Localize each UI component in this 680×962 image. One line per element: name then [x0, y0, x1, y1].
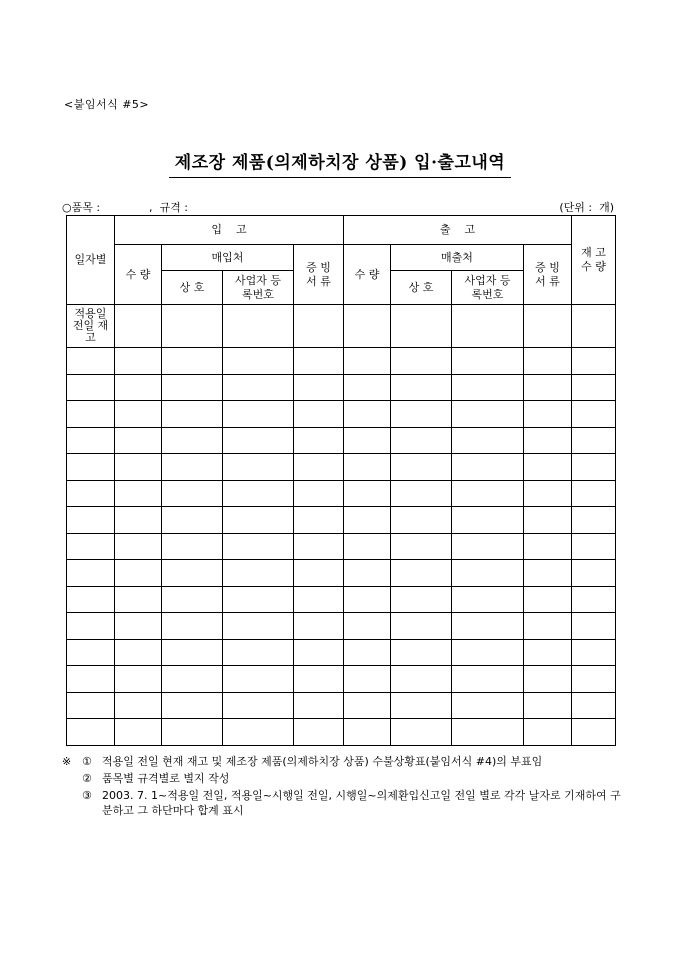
table-cell — [344, 348, 391, 375]
table-cell — [115, 480, 162, 507]
table-cell — [67, 560, 115, 587]
table-cell — [294, 305, 344, 348]
table-cell — [162, 586, 223, 613]
table-cell — [524, 507, 572, 534]
in-biz-reg-header: 사업자 등록번호 — [223, 271, 294, 305]
table-cell — [67, 507, 115, 534]
table-cell — [452, 666, 524, 693]
table-cell — [524, 480, 572, 507]
table-cell — [162, 305, 223, 348]
table-cell — [344, 374, 391, 401]
title-wrap — [0, 148, 680, 178]
table-cell — [115, 533, 162, 560]
table-cell — [67, 374, 115, 401]
table-row — [67, 586, 616, 613]
table-cell — [115, 692, 162, 719]
table-cell — [223, 639, 294, 666]
table-cell — [344, 427, 391, 454]
table-cell — [344, 533, 391, 560]
table-cell — [572, 454, 616, 481]
note-mark: ※ — [62, 755, 72, 768]
table-cell — [572, 401, 616, 428]
table-cell — [223, 692, 294, 719]
table-cell — [223, 480, 294, 507]
table-cell — [391, 305, 452, 348]
table-cell — [294, 613, 344, 640]
table-cell — [67, 480, 115, 507]
table-cell — [452, 507, 524, 534]
table-cell — [162, 533, 223, 560]
table-cell — [524, 719, 572, 746]
table-cell — [67, 454, 115, 481]
table-cell — [294, 533, 344, 560]
opening-stock-label: 적용일 전일 재 고 — [67, 305, 115, 348]
table-cell — [391, 586, 452, 613]
table-cell — [294, 401, 344, 428]
table-cell — [524, 613, 572, 640]
table-cell — [391, 613, 452, 640]
in-evidence-header: 증 빙 서 류 — [294, 245, 344, 305]
table-cell — [294, 374, 344, 401]
table-row — [67, 533, 616, 560]
out-header: 출 고 — [344, 216, 572, 245]
table-cell — [391, 533, 452, 560]
in-quantity-header: 수 량 — [115, 245, 162, 305]
opening-stock-row — [67, 305, 616, 348]
table-cell — [572, 613, 616, 640]
note-2 — [62, 771, 622, 786]
table-cell — [67, 533, 115, 560]
table-cell — [223, 348, 294, 375]
in-header: 입 고 — [115, 216, 344, 245]
table-cell — [452, 692, 524, 719]
note-number: ① — [82, 755, 92, 768]
table-row — [67, 427, 616, 454]
table-cell — [344, 719, 391, 746]
table-cell — [115, 639, 162, 666]
table-cell — [294, 719, 344, 746]
table-cell — [223, 507, 294, 534]
table-cell — [452, 560, 524, 587]
table-cell — [572, 666, 616, 693]
table-cell — [452, 533, 524, 560]
note-number: ③ — [82, 789, 92, 802]
table-cell — [572, 507, 616, 534]
table-cell — [344, 454, 391, 481]
table-cell — [294, 480, 344, 507]
note-number: ② — [82, 772, 92, 785]
note-text: 2003. 7. 1~적용일 전일, 적용일~시행일 전일, 시행일~의제환입신고일 전일 별로 각각 날자로 기재하여 구분하고 그 하단마다 합계 표시 — [102, 789, 621, 817]
table-cell — [115, 586, 162, 613]
table-cell — [572, 348, 616, 375]
table-cell — [223, 719, 294, 746]
table-cell — [344, 305, 391, 348]
table-cell — [115, 305, 162, 348]
table-cell — [391, 719, 452, 746]
table-cell — [452, 427, 524, 454]
out-trade-name-header: 상 호 — [391, 271, 452, 305]
item-spec-label: ○품목 : , 규격 : — [62, 201, 188, 214]
out-biz-reg-header: 사업자 등록번호 — [452, 271, 524, 305]
table-row — [67, 666, 616, 693]
table-cell — [67, 348, 115, 375]
table-cell — [115, 507, 162, 534]
table-cell — [115, 348, 162, 375]
table-cell — [524, 401, 572, 428]
table-cell — [391, 401, 452, 428]
table-cell — [115, 613, 162, 640]
table-cell — [223, 560, 294, 587]
table-cell — [294, 454, 344, 481]
seller-header: 매출처 — [391, 245, 524, 271]
note-1 — [62, 754, 622, 769]
table-cell — [452, 454, 524, 481]
table-cell — [162, 719, 223, 746]
table-cell — [67, 719, 115, 746]
table-cell — [572, 560, 616, 587]
table-cell — [67, 427, 115, 454]
table-row — [67, 401, 616, 428]
table-cell — [344, 586, 391, 613]
table-cell — [572, 586, 616, 613]
table-cell — [162, 374, 223, 401]
table-cell — [115, 560, 162, 587]
table-cell — [162, 454, 223, 481]
table-cell — [223, 586, 294, 613]
table-cell — [344, 639, 391, 666]
table-row — [67, 507, 616, 534]
table-cell — [452, 374, 524, 401]
table-cell — [344, 480, 391, 507]
table-cell — [294, 560, 344, 587]
table-cell — [391, 507, 452, 534]
table-row — [67, 719, 616, 746]
table-cell — [524, 639, 572, 666]
table-cell — [524, 305, 572, 348]
table-cell — [162, 348, 223, 375]
table-cell — [294, 666, 344, 693]
table-cell — [115, 427, 162, 454]
table-cell — [115, 374, 162, 401]
table-cell — [391, 374, 452, 401]
table-cell — [572, 305, 616, 348]
table-row — [67, 560, 616, 587]
table-cell — [67, 613, 115, 640]
table-cell — [67, 586, 115, 613]
table-cell — [223, 613, 294, 640]
table-cell — [223, 427, 294, 454]
table-cell — [294, 586, 344, 613]
table-cell — [294, 427, 344, 454]
table-cell — [115, 666, 162, 693]
table-cell — [294, 692, 344, 719]
table-cell — [452, 613, 524, 640]
table-cell — [391, 692, 452, 719]
table-row — [67, 348, 616, 375]
note-text: 품목별 규격별로 별지 작성 — [102, 772, 230, 785]
in-trade-name-header: 상 호 — [162, 271, 223, 305]
table-cell — [294, 507, 344, 534]
table-cell — [524, 427, 572, 454]
table-cell — [115, 401, 162, 428]
table-cell — [223, 305, 294, 348]
table-cell — [391, 560, 452, 587]
table-cell — [162, 639, 223, 666]
table-cell — [344, 613, 391, 640]
table-cell — [162, 401, 223, 428]
table-cell — [344, 666, 391, 693]
table-cell — [391, 348, 452, 375]
table-cell — [162, 666, 223, 693]
table-cell — [391, 454, 452, 481]
table-row — [67, 454, 616, 481]
table-cell — [67, 401, 115, 428]
table-row — [67, 613, 616, 640]
table-cell — [524, 533, 572, 560]
table-cell — [115, 719, 162, 746]
table-cell — [391, 480, 452, 507]
table-cell — [452, 480, 524, 507]
table-cell — [452, 401, 524, 428]
table-cell — [524, 692, 572, 719]
table-cell — [294, 639, 344, 666]
table-cell — [115, 454, 162, 481]
unit-label: (단위 : 개) — [559, 201, 614, 214]
table-cell — [162, 480, 223, 507]
table-cell — [572, 427, 616, 454]
table-cell — [572, 719, 616, 746]
stock-qty-header: 재 고 수 량 — [572, 216, 616, 305]
table-cell — [524, 560, 572, 587]
table-cell — [452, 305, 524, 348]
date-header: 일자별 — [67, 216, 115, 305]
out-evidence-header: 증 빙 서 류 — [524, 245, 572, 305]
table-cell — [452, 348, 524, 375]
table-cell — [162, 507, 223, 534]
table-cell — [223, 454, 294, 481]
notes — [62, 754, 622, 818]
table-cell — [452, 719, 524, 746]
table-cell — [572, 374, 616, 401]
table-row — [67, 480, 616, 507]
out-quantity-header: 수 량 — [344, 245, 391, 305]
table-cell — [572, 639, 616, 666]
table-cell — [67, 666, 115, 693]
table-cell — [67, 692, 115, 719]
attachment-label: <붙임서식 #5> — [64, 98, 150, 111]
table-cell — [344, 507, 391, 534]
table-cell — [524, 374, 572, 401]
table-row — [67, 692, 616, 719]
table-cell — [223, 401, 294, 428]
document-title: 제조장 제품(의제하치장 상품) 입·출고내역 — [169, 148, 511, 178]
table-cell — [162, 692, 223, 719]
table-cell — [524, 454, 572, 481]
table-cell — [162, 560, 223, 587]
table-cell — [524, 586, 572, 613]
note-3 — [62, 788, 622, 818]
table-cell — [391, 427, 452, 454]
table-cell — [391, 666, 452, 693]
table-cell — [452, 639, 524, 666]
purchaser-header: 매입처 — [162, 245, 294, 271]
table-cell — [223, 533, 294, 560]
table-cell — [67, 639, 115, 666]
note-text: 적용일 전일 현재 재고 및 제조장 제품(의제하치장 상품) 수불상황표(붙임서식 #4)의 부표임 — [102, 755, 543, 768]
table-row — [67, 374, 616, 401]
table-cell — [572, 692, 616, 719]
table-cell — [223, 374, 294, 401]
table-cell — [391, 639, 452, 666]
inventory-table — [66, 215, 616, 746]
table-row — [67, 639, 616, 666]
table-cell — [162, 613, 223, 640]
table-cell — [572, 533, 616, 560]
table-cell — [162, 427, 223, 454]
table-cell — [223, 666, 294, 693]
table-cell — [294, 348, 344, 375]
table-cell — [452, 586, 524, 613]
table-cell — [524, 348, 572, 375]
table-cell — [344, 401, 391, 428]
table-cell — [572, 480, 616, 507]
table-cell — [524, 666, 572, 693]
table-cell — [344, 560, 391, 587]
table-cell — [344, 692, 391, 719]
